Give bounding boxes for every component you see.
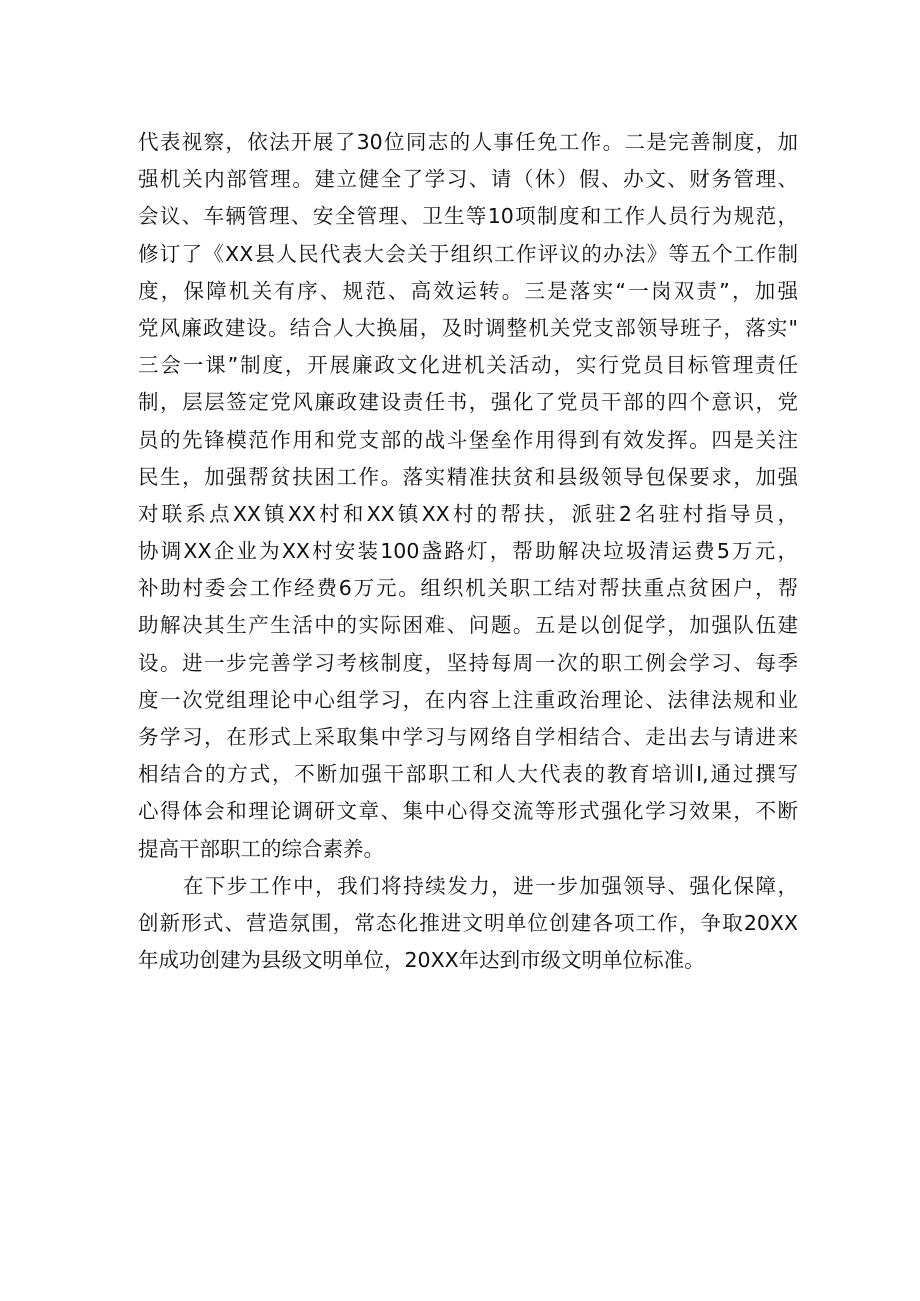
text-line: 员的先锋模范作用和党支部的战斗堡垒作用得到有效发挥。四是关注 bbox=[138, 427, 798, 452]
paragraph-1 bbox=[138, 124, 798, 868]
text-line: 助解决其生产生活中的实际困难、问题。五是以创促学，加强队伍建 bbox=[138, 613, 798, 638]
text-line: 民生，加强帮贫扶困工作。落实精准扶贫和县级领导包保要求，加强 bbox=[138, 464, 798, 489]
text-line: 年成功创建为县级文明单位，20XX年达到市级文明单位标准。 bbox=[138, 948, 705, 973]
text-line: 会议、车辆管理、安全管理、卫生等10项制度和工作人员行为规范， bbox=[138, 204, 798, 229]
text-line: 设。进一步完善学习考核制度，坚持每周一次的职工例会学习、每季 bbox=[138, 650, 798, 675]
text-line: 对联系点XX镇XX村和XX镇XX村的帮扶，派驻2名驻村指导员， bbox=[138, 501, 798, 526]
text-line: 补助村委会工作经费6万元。组织机关职工结对帮扶重点贫困户，帮 bbox=[138, 576, 798, 601]
text-line: 党风廉政建设。结合人大换届，及时调整机关党支部领导班子，落实" bbox=[138, 315, 798, 340]
text-line: 在下步工作中，我们将持续发力，进一步加强领导、强化保障， bbox=[183, 873, 798, 898]
text-line: 修订了《XX县人民代表大会关于组织工作评议的办法》等五个工作制 bbox=[138, 241, 798, 266]
text-line: 三会一课”制度，开展廉政文化进机关活动，实行党员目标管理责任 bbox=[138, 353, 798, 378]
text-line: 代表视察，依法开展了30位同志的人事任免工作。二是完善制度，加 bbox=[138, 130, 798, 154]
text-line: 度，保障机关有序、规范、高效运转。三是落实“一岗双责”，加强 bbox=[138, 278, 798, 303]
text-line: 创新形式、营造氛围，常态化推进文明单位创建各项工作，争取20XX bbox=[138, 910, 798, 935]
text-line: 心得体会和理论调研文章、集中心得交流等形式强化学习效果，不断 bbox=[138, 799, 798, 824]
document-body bbox=[138, 124, 798, 979]
text-line: 度一次党组理论中心组学习，在内容上注重政治理论、法律法规和业 bbox=[138, 687, 798, 712]
text-line: 协调XX企业为XX村安装100盏路灯，帮助解决垃圾清运费5万元， bbox=[138, 539, 798, 564]
text-line: 相结合的方式，不断加强干部职工和人大代表的教育培训I,通过撰写 bbox=[138, 762, 798, 787]
text-line: 制，层层签定党风廉政建设责任书，强化了党员干部的四个意识，党 bbox=[138, 390, 798, 415]
text-line: 务学习，在形式上采取集中学习与网络自学相结合、走出去与请进来 bbox=[138, 725, 798, 749]
paragraph-2 bbox=[138, 868, 798, 980]
text-line: 提高干部职工的综合素养。 bbox=[138, 836, 384, 861]
text-line: 强机关内部管理。建立健全了学习、请（休）假、办文、财务管理、 bbox=[138, 167, 798, 192]
